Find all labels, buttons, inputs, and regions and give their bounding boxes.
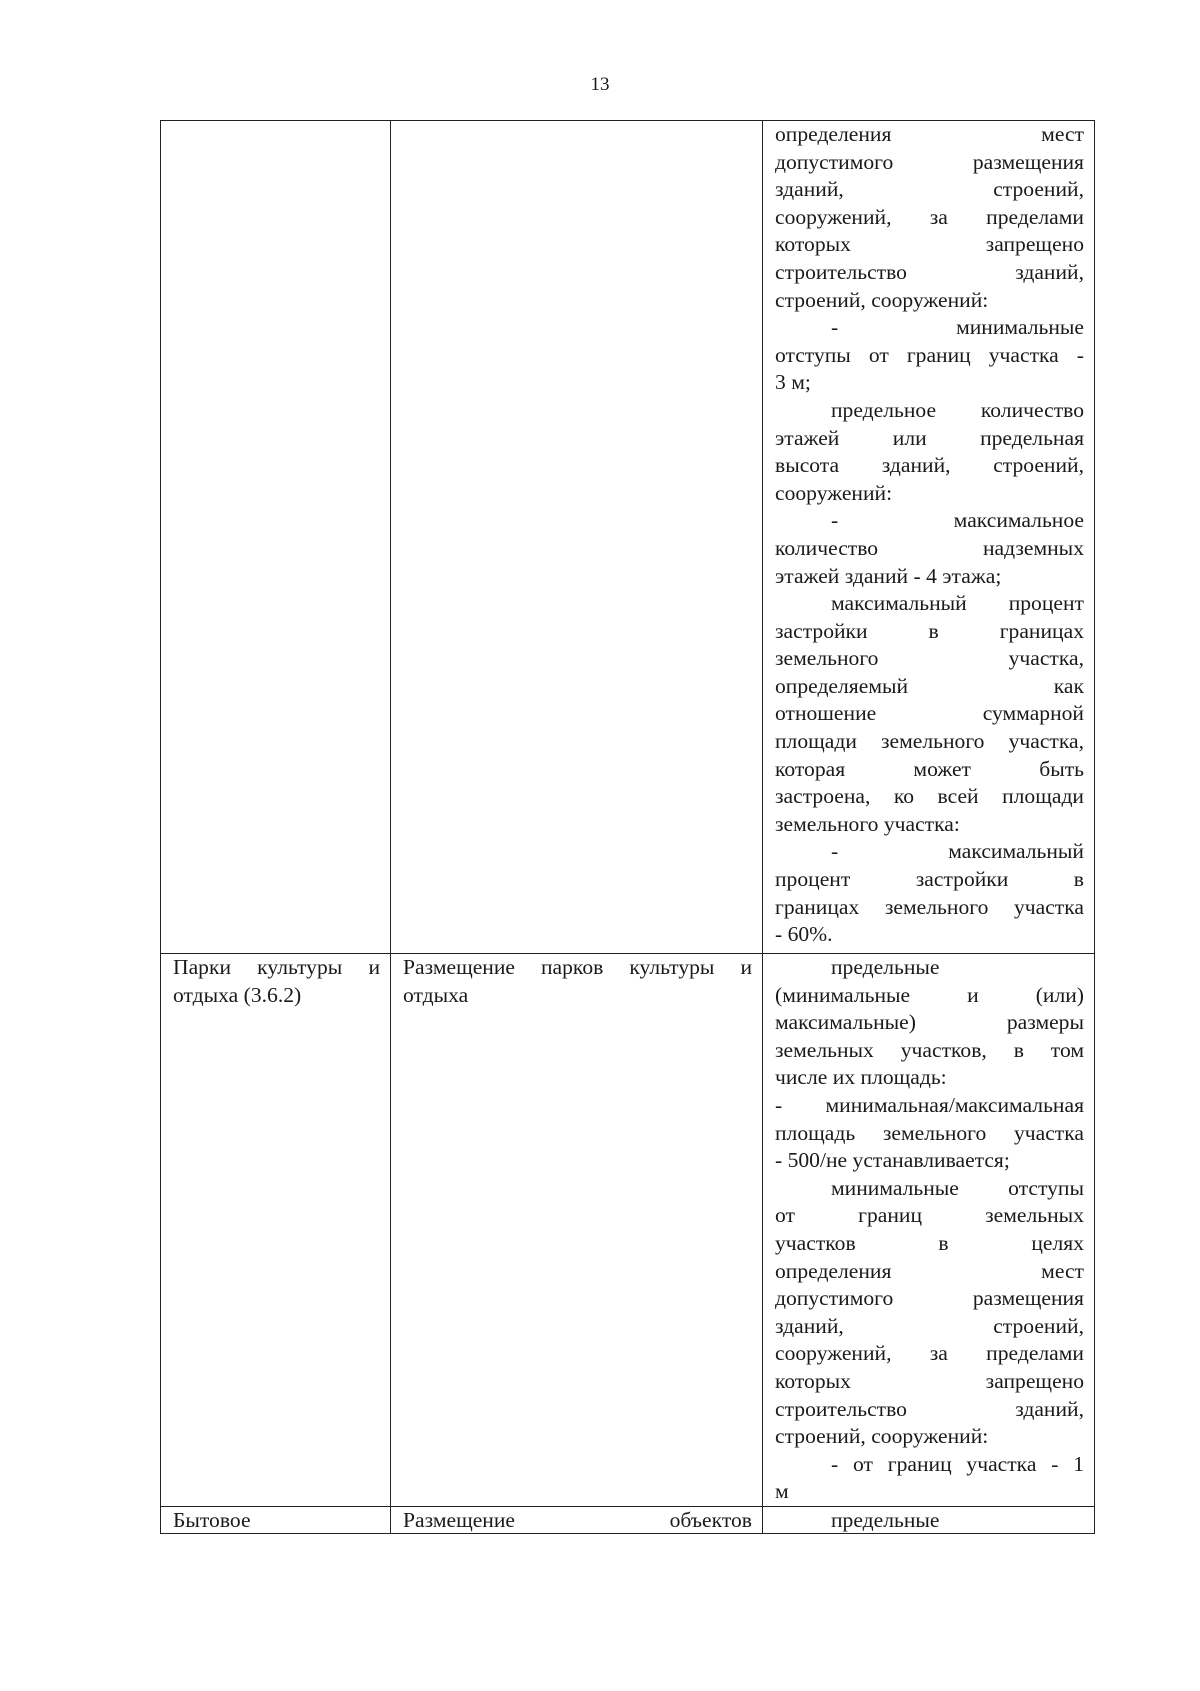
param-line: 3 м;	[775, 370, 811, 395]
parameters-cell	[763, 121, 1095, 954]
land-use-name-line: Парки культуры и	[173, 955, 380, 979]
page-number: 13	[590, 74, 610, 95]
param-line: этажей или предельная	[775, 425, 1084, 450]
param-line: определения мест	[775, 1258, 1084, 1283]
param-line: числе их площадь:	[775, 1065, 947, 1090]
regulations-table	[160, 120, 1095, 1534]
parameters-cell	[763, 1507, 1095, 1534]
param-line: максимальный процент	[831, 591, 1084, 616]
param-line: - минимальные	[831, 315, 1084, 340]
land-use-name-cell	[161, 1507, 391, 1534]
param-line: (минимальные и (или)	[775, 982, 1084, 1007]
param-line: строений, сооружений:	[775, 1424, 989, 1449]
param-line: определения мест	[775, 122, 1084, 146]
param-line: - 60%.	[775, 922, 833, 947]
land-use-name-line: отдыха (3.6.2)	[173, 982, 302, 1007]
param-line: земельного участка:	[775, 811, 960, 836]
param-line: зданий, строений,	[775, 177, 1084, 202]
param-line: застроена, ко всей площади	[775, 784, 1084, 809]
table-row	[161, 1507, 1095, 1534]
param-line: от границ земельных	[775, 1203, 1084, 1228]
param-line: - максимальный	[831, 839, 1084, 864]
param-line: участков в целях	[775, 1230, 1084, 1255]
param-line: земельного участка,	[775, 646, 1084, 671]
param-line: площади земельного участка,	[775, 729, 1084, 754]
param-line: максимальные) размеры	[775, 1010, 1084, 1035]
param-line: сооружений:	[775, 480, 893, 505]
param-line: строительство зданий,	[775, 259, 1084, 284]
param-line: - максимальное	[831, 508, 1084, 533]
param-line: - 500/не устанавливается;	[775, 1148, 1010, 1173]
param-line: которая может быть	[775, 756, 1084, 781]
param-line: которых запрещено	[775, 1368, 1084, 1393]
param-line: количество надземных	[775, 535, 1084, 560]
param-line: допустимого размещения	[775, 149, 1084, 174]
param-line: строений, сооружений:	[775, 287, 989, 312]
param-line: предельное количество	[831, 397, 1084, 422]
param-line: минимальные отступы	[831, 1175, 1084, 1200]
param-line: сооружений, за пределами	[775, 204, 1084, 229]
param-line: допустимого размещения	[775, 1286, 1084, 1311]
land-use-description-cell	[391, 954, 763, 1507]
param-line: площадь земельного участка	[775, 1120, 1084, 1145]
param-line: предельные	[831, 1508, 940, 1532]
param-line: - от границ участка - 1	[831, 1451, 1084, 1476]
land-use-description-line: Размещение объектов	[403, 1508, 752, 1532]
param-line: отношение суммарной	[775, 701, 1084, 726]
param-line: которых запрещено	[775, 232, 1084, 257]
land-use-description-line: Размещение парков культуры и	[403, 955, 752, 979]
param-line: - минимальная/максимальная	[775, 1092, 1084, 1117]
param-line: зданий, строений,	[775, 1313, 1084, 1338]
param-line: этажей зданий - 4 этажа;	[775, 563, 1002, 588]
land-use-description-line: отдыха	[403, 982, 469, 1007]
param-line: высота зданий, строений,	[775, 453, 1084, 478]
param-line: сооружений, за пределами	[775, 1341, 1084, 1366]
land-use-name-line: Бытовое	[173, 1508, 251, 1532]
parameters-cell	[763, 954, 1095, 1507]
table-row	[161, 954, 1095, 1507]
param-line: земельных участков, в том	[775, 1037, 1084, 1062]
param-line: м	[775, 1479, 789, 1504]
land-use-name-cell	[161, 121, 391, 954]
table-row	[161, 121, 1095, 954]
param-line: границах земельного участка	[775, 894, 1084, 919]
param-line: строительство зданий,	[775, 1396, 1084, 1421]
param-line: определяемый как	[775, 673, 1084, 698]
param-line: застройки в границах	[775, 618, 1084, 643]
param-line: предельные	[831, 955, 940, 979]
param-line: процент застройки в	[775, 867, 1084, 892]
land-use-name-cell	[161, 954, 391, 1507]
land-use-description-cell	[391, 1507, 763, 1534]
param-line: отступы от границ участка -	[775, 342, 1084, 367]
land-use-description-cell	[391, 121, 763, 954]
